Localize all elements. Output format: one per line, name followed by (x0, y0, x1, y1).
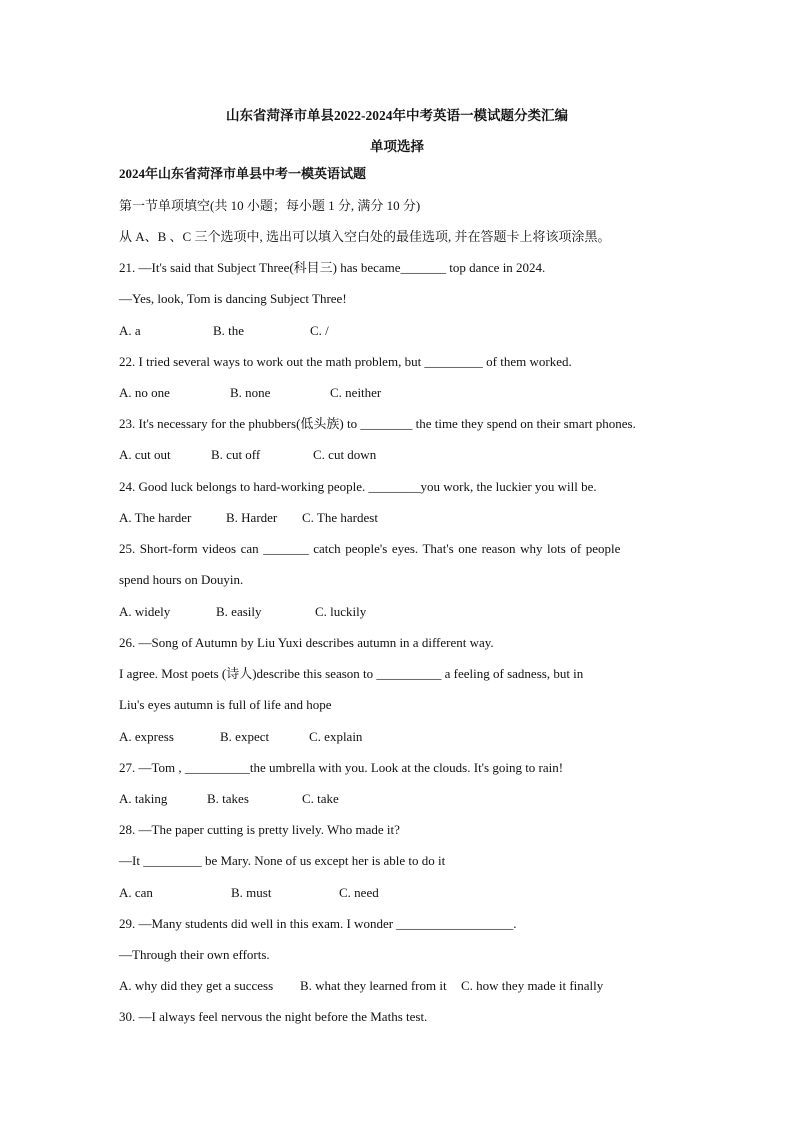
option-c: C. neither (330, 385, 382, 400)
option-b: B. none (230, 385, 271, 400)
question-29-options (119, 978, 603, 994)
question-27-options (119, 791, 339, 807)
question-30: 30. —I always feel nervous the night before the Maths test. (119, 1009, 428, 1024)
option-a: A. widely (119, 604, 171, 619)
option-b: B. must (231, 885, 272, 900)
option-a: A. a (119, 323, 141, 338)
question-27: 27. —Tom , __________the umbrella with you. Look at the clouds. It's going to rain! (119, 760, 564, 775)
section-title: 单项选择 (370, 139, 424, 154)
option-b: B. Harder (226, 510, 278, 525)
option-b: B. cut off (211, 447, 261, 462)
part-heading: 第一节单项填空(共 10 小题；每小题 1 分, 满分 10 分) (119, 198, 421, 213)
option-c: C. explain (309, 729, 363, 744)
option-c: C. take (302, 791, 339, 806)
option-a: A. express (119, 729, 174, 744)
question-26-continued: Liu's eyes autumn is full of life and hope (119, 697, 332, 712)
exam-title: 2024年山东省菏泽市单县中考一模英语试题 (119, 166, 367, 181)
question-28-reply: —It _________ be Mary. None of us except her is able to do it (119, 853, 446, 868)
option-a: A. can (119, 885, 153, 900)
option-c: C. how they made it finally (461, 978, 604, 993)
question-25: 25. Short-form videos can _______ catch people's eyes. That's one reason why lots of people (119, 541, 621, 556)
option-b: B. the (213, 323, 245, 338)
question-25-options (119, 604, 366, 620)
question-29: 29. —Many students did well in this exam. I wonder __________________. (119, 916, 517, 931)
document-title: 山东省菏泽市单县2022-2024年中考英语一模试题分类汇编 (226, 108, 568, 123)
option-c: C. cut down (313, 447, 377, 462)
instruction-text: 从 A、B 、C 三个选项中, 选出可以填入空白处的最佳选项, 并在答题卡上将该项涂黑。 (119, 229, 611, 244)
option-b: B. takes (207, 791, 249, 806)
option-a: A. The harder (119, 510, 192, 525)
option-b: B. expect (220, 729, 270, 744)
option-a: A. no one (119, 385, 170, 400)
question-21-options (119, 323, 329, 339)
option-a: A. cut out (119, 447, 171, 462)
question-24: 24. Good luck belongs to hard-working people. ________you work, the luckier you will be. (119, 479, 597, 494)
question-23: 23. It's necessary for the phubbers(低头族) to ________ the time they spend on their smart phones. (119, 416, 636, 431)
option-c: C. luckily (315, 604, 367, 619)
option-c: C. need (339, 885, 379, 900)
option-c: C. The hardest (302, 510, 378, 525)
question-29-reply: —Through their own efforts. (119, 947, 270, 962)
question-21: 21. —It's said that Subject Three(科目三) has became_______ top dance in 2024. (119, 260, 546, 275)
question-28-options (119, 885, 379, 901)
question-23-options (119, 447, 376, 463)
question-26-reply: I agree. Most poets (诗人)describe this season to __________ a feeling of sadness, but in (119, 666, 584, 681)
question-26: 26. —Song of Autumn by Liu Yuxi describes autumn in a different way. (119, 635, 494, 650)
question-24-options (119, 510, 378, 526)
question-26-options (119, 729, 362, 745)
question-25-continued: spend hours on Douyin. (119, 572, 244, 587)
option-c: C. / (310, 323, 329, 338)
option-a: A. taking (119, 791, 168, 806)
option-a: A. why did they get a success (119, 978, 274, 993)
question-22: 22. I tried several ways to work out the math problem, but _________ of them worked. (119, 354, 572, 369)
option-b: B. easily (216, 604, 262, 619)
option-b: B. what they learned from it (300, 978, 447, 993)
question-21-reply: —Yes, look, Tom is dancing Subject Three! (119, 291, 347, 306)
question-28: 28. —The paper cutting is pretty lively. Who made it? (119, 822, 400, 837)
question-22-options (119, 385, 381, 401)
